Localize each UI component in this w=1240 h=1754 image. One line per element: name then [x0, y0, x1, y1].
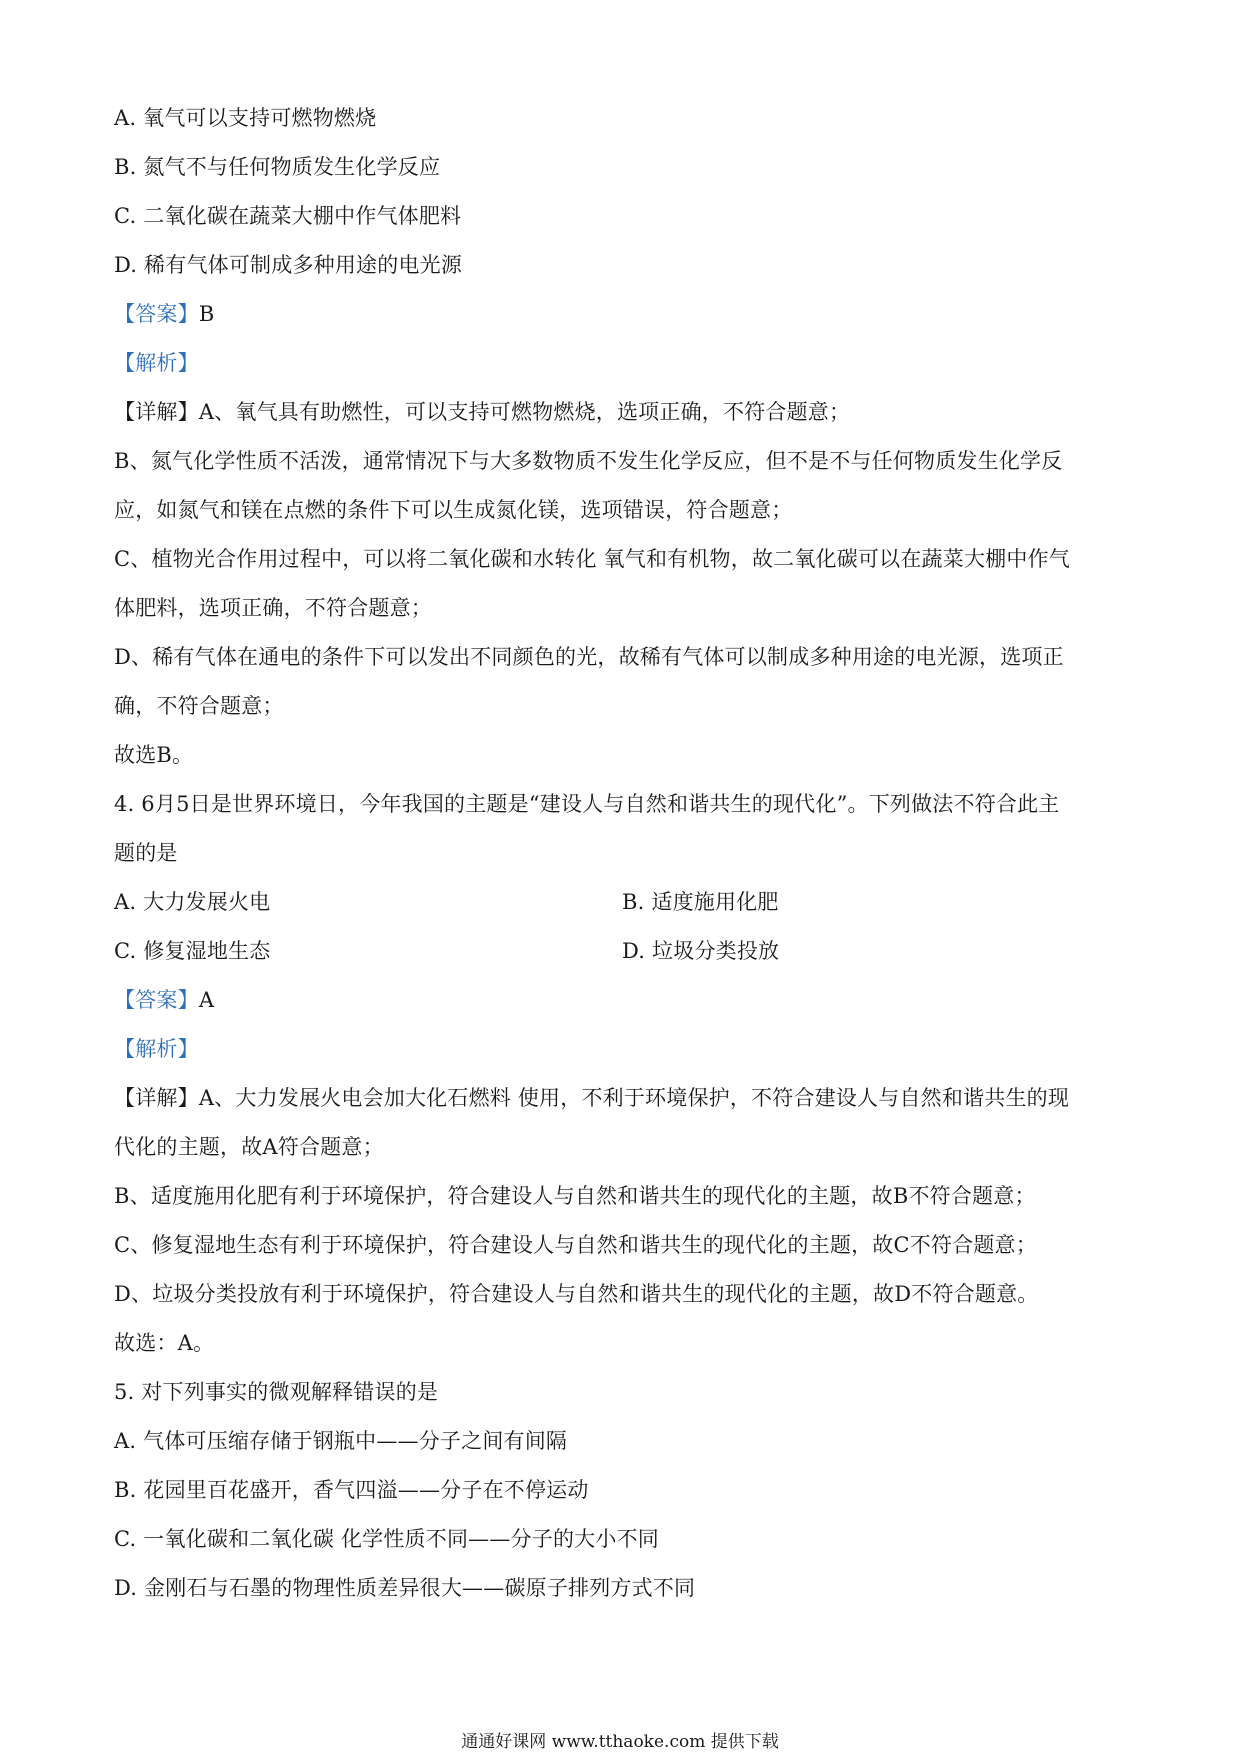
q3-answer-line: [114, 299, 1124, 329]
q4-answer-line: [114, 985, 1124, 1015]
answer-label: 【答案】: [114, 988, 199, 1012]
detail-label: 【详解】: [114, 400, 199, 424]
q5-stem: 5. 对下列事实的微观解释错误的是: [114, 1380, 439, 1404]
q3-answer-value: B: [198, 302, 215, 326]
q5-option-c: C. 一氧化碳和二氧化碳 化学性质不同——分子的大小不同: [114, 1527, 659, 1551]
q4-answer-value: A: [198, 988, 215, 1012]
q4-stem-line: 4. 6月5日是世界环境日，今年我国的主题是“建设人与自然和谐共生的现代化”。下列做法不符合此主: [114, 792, 1060, 816]
q4-detail-line: C、修复湿地生态有利于环境保护，符合建设人与自然和谐共生的现代化的主题，故C不符合题意；: [114, 1233, 1037, 1257]
q5-option-a: A. 气体可压缩存储于钢瓶中——分子之间有间隔: [114, 1429, 568, 1453]
q4-option-a: A. 大力发展火电: [114, 890, 271, 914]
q4-analysis-line: [114, 1034, 1124, 1064]
q3-detail-line: 确，不符合题意；: [114, 694, 284, 718]
q3-detail-line: 应，如氮气和镁在点燃的条件下可以生成氮化镁，选项错误，符合题意；: [114, 498, 793, 522]
q3-detail-line: C、植物光合作用过程中，可以将二氧化碳和水转化 氧气和有机物，故二氧化碳可以在蔬菜大棚中作气: [114, 547, 1070, 571]
q4-option-b: B. 适度施用化肥: [622, 890, 779, 914]
q3-detail-line: 体肥料，选项正确，不符合题意；: [114, 596, 432, 620]
q3-detail-line: D、稀有气体在通电的条件下可以发出不同颜色的光，故稀有气体可以制成多种用途的电光源，选项正: [114, 645, 1064, 669]
q3-detail-line: B、氮气化学性质不活泼，通常情况下与大多数物质不发生化学反应，但不是不与任何物质发生化学反: [114, 449, 1063, 473]
q4-detail-line: 代化的主题，故A符合题意；: [114, 1135, 384, 1159]
detail-label: 【详解】: [114, 1086, 199, 1110]
answer-label: 【答案】: [114, 302, 199, 326]
analysis-label: 【解析】: [114, 351, 199, 375]
q4-detail-text: A、大力发展火电会加大化石燃料 使用，不利于环境保护，不符合建设人与自然和谐共生的现: [198, 1086, 1070, 1110]
q3-option-b: B. 氮气不与任何物质发生化学反应: [114, 155, 441, 179]
page-footer: 通通好课网 www.tthaoke.com 提供下载: [461, 1732, 779, 1752]
q4-stem-line: 题的是: [114, 841, 178, 865]
analysis-label: 【解析】: [114, 1037, 199, 1061]
q3-option-d: D. 稀有气体可制成多种用途的电光源: [114, 253, 463, 277]
q4-detail-line: [114, 1083, 1124, 1113]
q3-option-a: A. 氧气可以支持可燃物燃烧: [114, 106, 377, 130]
q3-option-c: C. 二氧化碳在蔬菜大棚中作气体肥料: [114, 204, 462, 228]
q4-option-c: C. 修复湿地生态: [114, 939, 271, 963]
q5-option-d: D. 金刚石与石墨的物理性质差异很大——碳原子排列方式不同: [114, 1576, 696, 1600]
q3-detail-text: A、氧气具有助燃性，可以支持可燃物燃烧，选项正确，不符合题意；: [198, 400, 851, 424]
q4-conclusion: 故选：A。: [114, 1331, 215, 1355]
q3-analysis-line: [114, 348, 1124, 378]
q3-detail-line: [114, 397, 1124, 427]
q3-conclusion: 故选B。: [114, 743, 194, 767]
q4-detail-line: B、适度施用化肥有利于环境保护，符合建设人与自然和谐共生的现代化的主题，故B不符合题意；: [114, 1184, 1036, 1208]
q4-option-d: D. 垃圾分类投放: [622, 939, 780, 963]
q5-option-b: B. 花园里百花盛开，香气四溢——分子在不停运动: [114, 1478, 589, 1502]
q4-detail-line: D、垃圾分类投放有利于环境保护，符合建设人与自然和谐共生的现代化的主题，故D不符合题意。: [114, 1282, 1039, 1306]
